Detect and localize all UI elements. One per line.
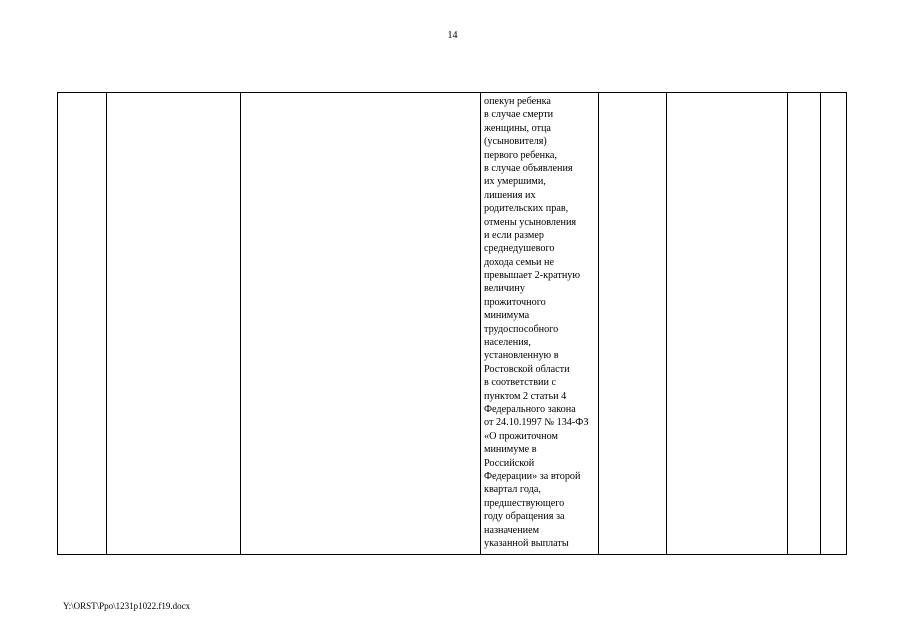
cell-text-line: в случае смерти: [484, 109, 554, 121]
cell-text-line: родительских прав,: [484, 203, 569, 215]
cell-text-line: назначением: [484, 524, 540, 536]
table-cell-col-4: [481, 93, 599, 555]
cell-text-line: лишения их: [484, 189, 536, 201]
cell-text-line: квартал года,: [484, 484, 541, 496]
cell-text-line: «О прожиточном: [484, 430, 558, 442]
table-cell-col-5: [599, 93, 667, 555]
cell-text-line: Ростовской области: [484, 363, 570, 375]
footer-file-path: Y:\ORST\Ppo\1231p1022.f19.docx: [63, 601, 191, 611]
cell-text-line: населения,: [484, 337, 531, 349]
cell-text-line: и если размер: [484, 229, 544, 241]
table-cell-col-3: [241, 93, 481, 555]
cell-text-line: пунктом 2 статьи 4: [484, 390, 567, 402]
cell-text-line: первого ребенка,: [484, 149, 557, 161]
cell-text-line: опекун ребенка: [484, 96, 551, 107]
cell-text-line: превышает 2-кратную: [484, 270, 581, 282]
cell-text-line: отмены усыновления: [484, 216, 577, 228]
cell-text-line: предшествующего: [484, 497, 565, 509]
eligibility-conditions-text: [481, 93, 598, 550]
cell-text-line: установленную в: [484, 350, 559, 362]
cell-text-line: их умершими,: [484, 176, 546, 188]
cell-text-line: минимума: [484, 310, 530, 322]
cell-text-line: указанной выплаты: [484, 537, 569, 549]
table-cell-col-2: [107, 93, 241, 555]
cell-text-line: женщины, отца: [484, 122, 551, 134]
cell-text-line: прожиточного: [484, 296, 546, 308]
page-number: 14: [447, 30, 458, 41]
cell-text-line: дохода семьи не: [484, 256, 555, 268]
cell-text-line: в случае объявления: [484, 162, 573, 174]
cell-text-line: величину: [484, 283, 525, 295]
cell-text-line: от 24.10.1997 № 134-ФЗ: [484, 417, 589, 429]
document-table: [57, 92, 847, 555]
cell-text-line: среднедушевого: [484, 243, 555, 255]
cell-text-line: Российской: [484, 457, 535, 469]
cell-text-line: (усыновителя): [484, 136, 547, 148]
cell-text-line: году обращения за: [484, 511, 565, 523]
table-cell-col-6: [667, 93, 788, 555]
cell-text-line: в соответствии с: [484, 377, 556, 389]
cell-text-line: трудоспособного: [484, 323, 559, 335]
cell-text-line: Федерации» за второй: [484, 470, 581, 482]
cell-text-line: минимуме в: [484, 444, 537, 456]
table-cell-col-8: [821, 93, 847, 555]
cell-text-line: Федерального закона: [484, 403, 576, 415]
table-row: [58, 93, 847, 555]
table-cell-col-7: [788, 93, 821, 555]
table-cell-col-1: [58, 93, 107, 555]
